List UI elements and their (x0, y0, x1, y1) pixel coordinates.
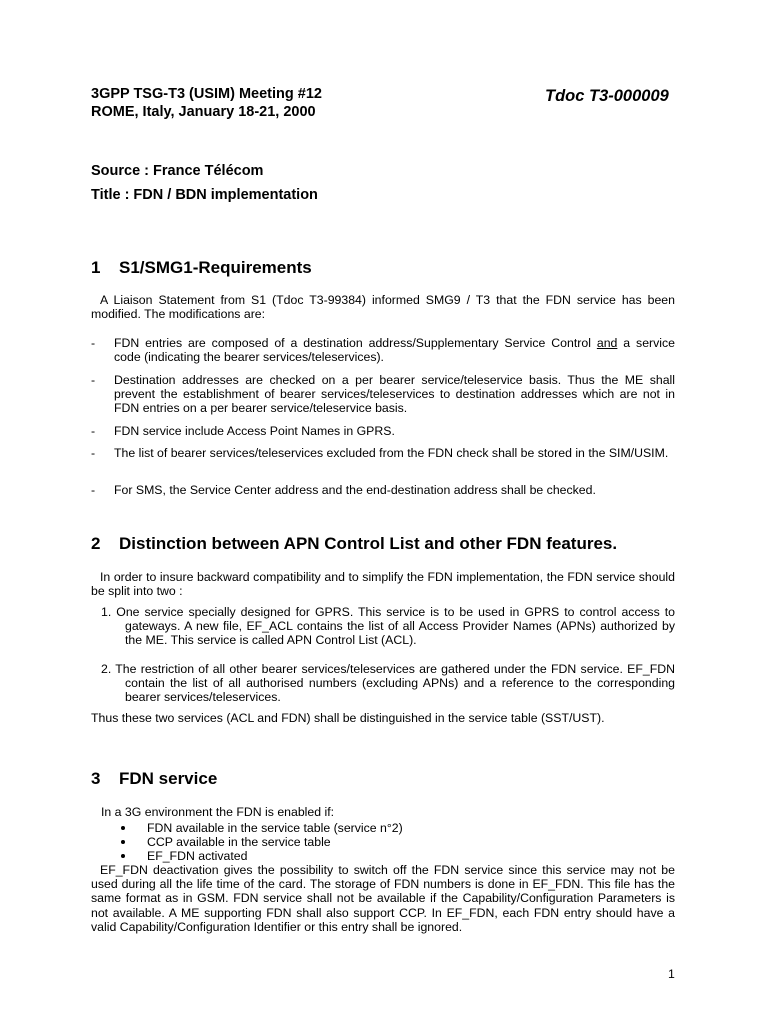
section-2-heading (91, 534, 617, 554)
section-number: 1 (91, 258, 101, 277)
emphasis-and: and (596, 336, 618, 350)
section-title: S1/SMG1-Requirements (119, 258, 312, 277)
page-number: 1 (668, 967, 675, 981)
numbered-item: 2. The restriction of all other bearer services/teleservices are gathered under the FDN service. EF_FDN contain the list of all authorised numbers (excluding APNs) and a reference to the corresponding bearer services/teleservices. (101, 662, 675, 705)
document-meta (91, 162, 318, 204)
dash-marker: - (91, 373, 96, 387)
meeting-header (91, 85, 322, 121)
dash-marker: - (91, 483, 96, 497)
list-item: - The list of bearer services/teleservices excluded from the FDN check shall be stored in the SIM/USIM. (91, 446, 669, 460)
section-3-paragraph: EF_FDN deactivation gives the possibility to switch off the FDN service since this service may not be used during all the life time of the card. The storage of FDN numbers is done in EF_FDN. This file has the same format as in GSM. FDN service shall not be available if the Capability/Configuration Parameters is not available. A ME supporting FDN shall also support CCP. In EF_FDN, each FDN entry should have a valid Capability/Configuration Identifier or this entry shall be ignored. (91, 863, 675, 934)
section-number: 3 (91, 769, 101, 788)
section-1-intro: A Liaison Statement from S1 (Tdoc T3-99384) informed SMG9 / T3 that the FDN service has been modified. The modifications are: (91, 293, 675, 322)
bullet-icon (121, 854, 125, 858)
list-item: - FDN service include Access Point Names in GPRS. (91, 424, 395, 438)
bullet-item: EF_FDN activated (118, 849, 247, 863)
section-2-conclusion: Thus these two services (ACL and FDN) shall be distinguished in the service table (SST/UST). (91, 711, 605, 725)
list-item: - FDN entries are composed of a destination address/Supplementary Service Control and a service code (indicating the bearer services/teleservices). (91, 336, 675, 365)
meeting-name: 3GPP TSG-T3 (USIM) Meeting #12 (91, 86, 322, 102)
list-item: - Destination addresses are checked on a per bearer service/teleservice basis. Thus the ME shall prevent the establishment of bearer services/teleservices to destination addresses which are not in FDN entries on a per bearer service/teleservice basis. (91, 373, 675, 416)
bullet-item: CCP available in the service table (118, 835, 331, 849)
section-1-heading (91, 258, 312, 278)
bullet-icon (121, 826, 125, 830)
section-number: 2 (91, 534, 101, 553)
section-title: Distinction between APN Control List and other FDN features. (119, 534, 618, 553)
dash-marker: - (91, 336, 96, 350)
section-3-heading (91, 769, 217, 789)
meeting-location: ROME, Italy, January 18-21, 2000 (91, 104, 316, 120)
numbered-item: 1. One service specially designed for GPRS. This service is to be used in GPRS to control access to gateways. A new file, EF_ACL contains the list of all Access Provider Names (APNs) authorized by the ME. This service is called APN Control List (ACL). (101, 605, 675, 648)
section-2-intro: In order to insure backward compatibility and to simplify the FDN implementation, the FDN service should be split into two : (91, 570, 675, 599)
source-line: Source : France Télécom (91, 163, 264, 179)
list-item: - For SMS, the Service Center address and the end-destination address shall be checked. (91, 483, 596, 497)
section-3-intro: In a 3G environment the FDN is enabled if: (101, 805, 335, 819)
bullet-item: FDN available in the service table (service n°2) (118, 821, 403, 835)
dash-marker: - (91, 446, 96, 460)
title-line: Title : FDN / BDN implementation (91, 187, 318, 203)
section-title: FDN service (119, 769, 218, 788)
dash-marker: - (91, 424, 96, 438)
bullet-icon (121, 840, 125, 844)
tdoc-number: Tdoc T3-000009 (545, 87, 669, 105)
